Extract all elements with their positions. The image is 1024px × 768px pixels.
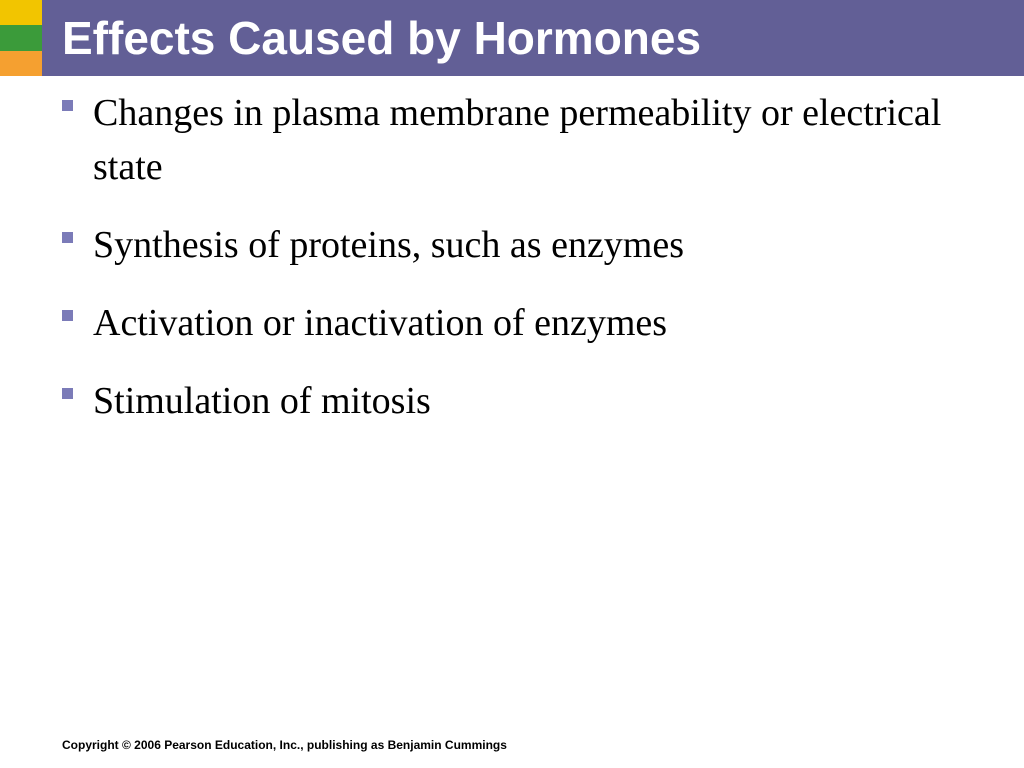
square-bullet-icon	[62, 310, 73, 321]
bullet-item	[62, 86, 962, 194]
square-bullet-icon	[62, 388, 73, 399]
accent-block-green	[0, 25, 42, 50]
bullet-item	[62, 374, 962, 428]
bullet-item	[62, 218, 962, 272]
slide-title: Effects Caused by Hormones	[62, 12, 702, 64]
square-bullet-icon	[62, 100, 73, 111]
title-bar	[42, 0, 1024, 76]
bullet-item	[62, 296, 962, 350]
square-bullet-icon	[62, 232, 73, 243]
bullet-text: Stimulation of mitosis	[93, 380, 431, 422]
accent-color-strip	[0, 0, 42, 76]
bullet-list	[62, 86, 962, 452]
copyright-footer: Copyright © 2006 Pearson Education, Inc., publishing as Benjamin Cummings	[62, 738, 507, 752]
bullet-text: Activation or inactivation of enzymes	[93, 302, 668, 344]
bullet-text: Synthesis of proteins, such as enzymes	[93, 224, 685, 266]
bullet-text: Changes in plasma membrane permeability or electrical state	[93, 92, 942, 188]
accent-block-yellow	[0, 0, 42, 25]
accent-block-orange	[0, 51, 42, 76]
